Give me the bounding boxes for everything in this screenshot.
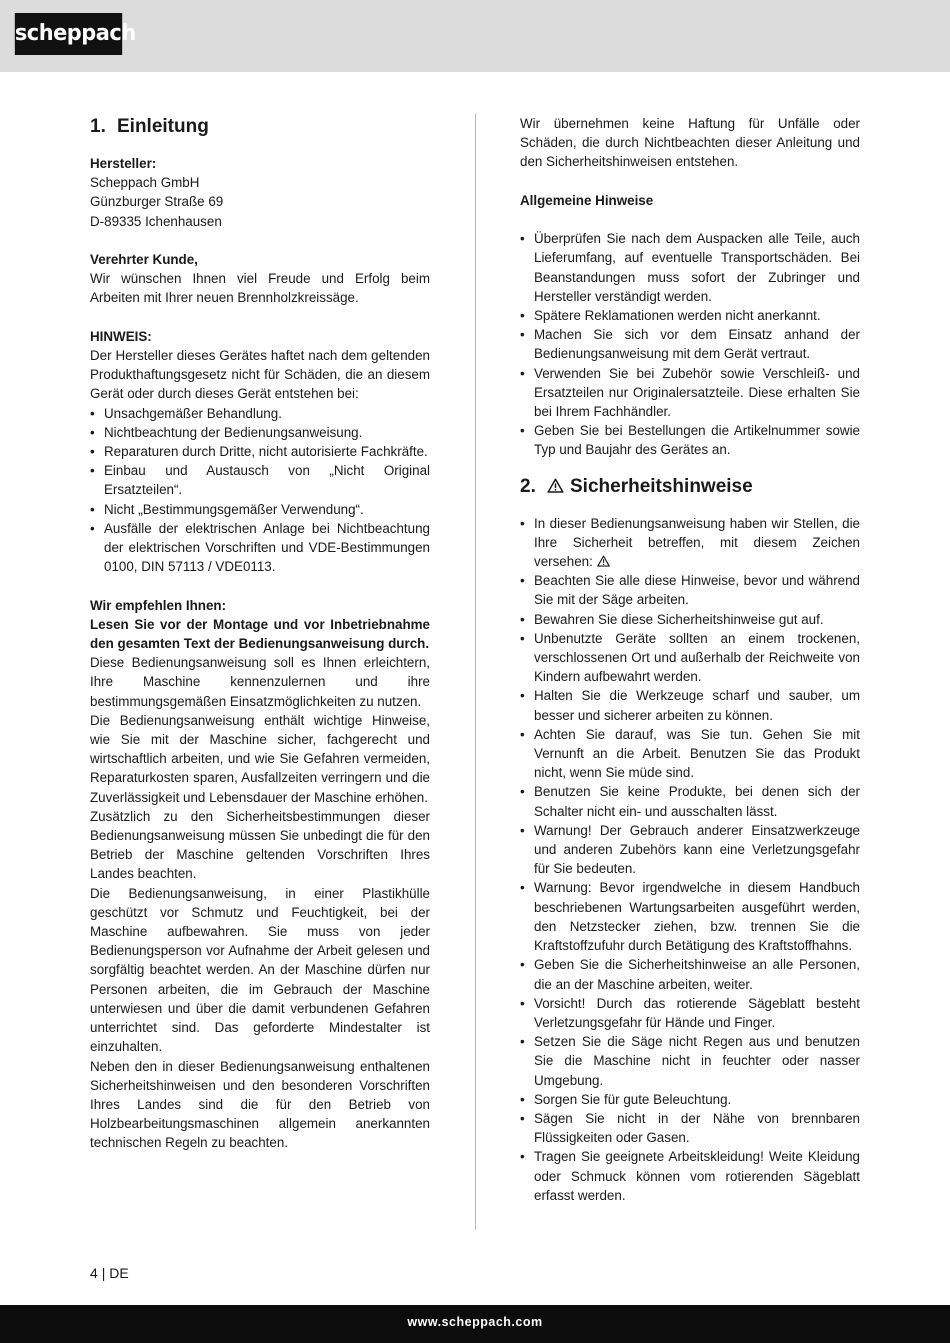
manufacturer-city: D-89335 Ichenhausen [90,213,222,229]
list-item: • Reparaturen durch Dritte, nicht autorisierte Fachkräfte. [90,442,430,461]
list-item: • Nichtbeachtung der Bedienungsanweisung. [90,423,430,442]
note-list [90,404,430,577]
note-label: HINWEIS: [90,328,152,344]
right-column [520,114,860,1205]
list-item: • Nicht „Bestimmungsgemäßer Verwendung“. [90,500,430,519]
column-divider [475,113,476,1230]
paragraph: Neben den in dieser Bedienungsanweisung enthaltenen Sicherheitshinweisen und den besonderen Vorschriften Ihres Landes sind die für den Betrieb von Holzbearbeitungsmaschinen allgemein anerkannten technischen Regeln zu beachten. [90,1058,430,1151]
note-text: Der Hersteller dieses Gerätes haftet nach dem geltenden Produkthaftungsgesetz nicht für Schäden, die an diesem Gerät oder durch dieses Gerät entstehen bei: [90,348,430,402]
paragraph: Diese Bedienungsanweisung soll es Ihnen erleichtern, Ihre Maschine kennenzulernen und ihre bestimmungsgemäßen Einsatzmöglichkeiten zu nutzen. [90,655,430,709]
list-item: • Sorgen Sie für gute Beleuchtung. [520,1090,860,1109]
list-item: • Tragen Sie geeignete Arbeitskleidung! Weite Kleidung oder Schmuck können vom rotierenden Sägeblatt erfasst werden. [520,1147,860,1205]
paragraph: Die Bedienungsanweisung, in einer Plastikhülle geschützt vor Schmutz und Feuchtigkeit, bei der Maschine aufbewahren. Sie muss von jeder Bedienungsperson vor Aufnahme der Arbeit gelesen und sorgfältig beachtet werden. An der Maschine dürfen nur Personen arbeiten, die im Gebrauch der Maschine unterwiesen und über die damit verbundenen Gefahren unterrichtet sind. Das geforderte Mindestalter ist einzuhalten. [90,885,430,1055]
list-item: • Spätere Reklamationen werden nicht anerkannt. [520,306,860,325]
list-item: • Beachten Sie alle diese Hinweise, bevor und während Sie mit der Säge arbeiten. [520,571,860,609]
list-item: • Halten Sie die Werkzeuge scharf und sauber, um besser und sicherer arbeiten zu können. [520,686,860,724]
list-item: • Machen Sie sich vor dem Einsatz anhand der Bedienungsanweisung mit dem Gerät vertraut. [520,325,860,363]
list-item: • Geben Sie bei Bestellungen die Artikelnummer sowie Typ und Baujahr des Gerätes an. [520,421,860,459]
language-code: DE [109,1265,129,1281]
footer-bar [0,1305,950,1343]
scheppach-logo: scheppach [15,13,122,55]
safety-list [520,514,860,1205]
list-item: • Unbenutzte Geräte sollten an einem trockenen, verschlossenen Ort und außerhalb der Reichweite von Kindern aufbewahrt werden. [520,629,860,687]
paragraph: Die Bedienungsanweisung enthält wichtige Hinweise, wie Sie mit der Maschine sicher, fachgerecht und wirtschaftlich arbeiten, und wie Sie Gefahren vermeiden, Reparaturkosten sparen, Ausfallzeiten verringern und die Zuverlässigkeit und Lebensdauer der Maschine erhöhen. [90,712,430,805]
recommend-bold-text: Lesen Sie vor der Montage und vor Inbetriebnahme den gesamten Text der Bedienungsanweisung durch. [90,616,430,652]
list-item: • Vorsicht! Durch das rotierende Sägeblatt besteht Verletzungsgefahr für Hände und Finger. [520,994,860,1032]
list-item: • Warnung: Bevor irgendwelche in diesem Handbuch beschriebenen Wartungsarbeiten ausgeführt werden, den Netzstecker ziehen, bzw. trennen Sie die Kraftstoffzufuhr durch Betätigung des Kraftstoffhahns. [520,878,860,955]
page-separator: | [101,1265,106,1281]
paragraph: Zusätzlich zu den Sicherheitsbestimmungen dieser Bedienungsanweisung müssen Sie unbedingt die für den Betrieb der Maschine geltenden Vorschriften Ihres Landes beachten. [90,808,430,882]
list-item: • Bewahren Sie diese Sicherheitshinweise gut auf. [520,610,860,629]
list-item: • Ausfälle der elektrischen Anlage bei Nichtbeachtung der elektrischen Vorschriften und VDE-Bestimmungen 0100, DIN 57113 / VDE0113. [90,519,430,577]
page-number: 4 | DE [90,1265,129,1281]
liability-text: Wir übernehmen keine Haftung für Unfälle oder Schäden, die durch Nichtbeachten dieser Anleitung und den Sicherheitshinweisen entstehen. [520,116,860,170]
general-notes-label: Allgemeine Hinweise [520,192,654,208]
dear-customer-text: Wir wünschen Ihnen viel Freude und Erfolg beim Arbeiten mit Ihrer neuen Brennholzkreissäge. [90,271,430,306]
list-item: • Einbau und Austausch von „Nicht Original Ersatzteilen“. [90,461,430,499]
recommend-label: Wir empfehlen Ihnen: [90,597,227,613]
left-column [90,114,430,1153]
website-link[interactable]: www.scheppach.com [407,1315,543,1329]
manufacturer-street: Günzburger Straße 69 [90,194,224,210]
dear-customer-label: Verehrter Kunde, [90,252,198,267]
list-item: • Warnung! Der Gebrauch anderer Einsatzwerkzeuge und anderen Zubehörs kann eine Verletzungsgefahr für Sie bedeuten. [520,821,860,879]
list-item: • Benutzen Sie keine Produkte, bei denen sich der Schalter nicht ein- und ausschalten lässt. [520,782,860,820]
list-item: • Verwenden Sie bei Zubehör sowie Verschleiß- und Ersatzteilen nur Originalersatzteile. Diese erhalten Sie bei Ihrem Fachhändler. [520,364,860,422]
general-notes-list [520,229,860,459]
manufacturer-label: Hersteller: [90,156,157,171]
list-item: • Geben Sie die Sicherheitshinweise an alle Personen, die an der Maschine arbeiten, weiter. [520,955,860,993]
list-item: • Unsachgemäßer Behandlung. [90,404,430,423]
warning-triangle-icon [547,478,564,493]
list-item: • In dieser Bedienungsanweisung haben wir Stellen, die Ihre Sicherheit betreffen, mit diesem Zeichen versehen: [520,514,860,572]
list-item: • Sägen Sie nicht in der Nähe von brennbaren Flüssigkeiten oder Gasen. [520,1109,860,1147]
header-bar [0,0,950,72]
manufacturer-name: Scheppach GmbH [90,175,200,191]
list-item: • Setzen Sie die Säge nicht Regen aus und benutzen Sie die Maschine nicht in feuchter oder nasser Umgebung. [520,1032,860,1090]
list-item: • Überprüfen Sie nach dem Auspacken alle Teile, auch Lieferumfang, auf eventuelle Transportschäden. Bei Beanstandungen muss sofort der Zubringer und Hersteller verständigt werden. [520,229,860,306]
section-heading-safety: 2. Sicherheitshinweise [520,475,753,497]
section-heading-introduction: 1. Einleitung [90,116,209,137]
list-item: • Achten Sie darauf, was Sie tun. Gehen Sie mit Vernunft an die Arbeit. Benutzen Sie das Produkt nicht, wenn Sie müde sind. [520,725,860,783]
warning-triangle-icon [597,555,610,567]
